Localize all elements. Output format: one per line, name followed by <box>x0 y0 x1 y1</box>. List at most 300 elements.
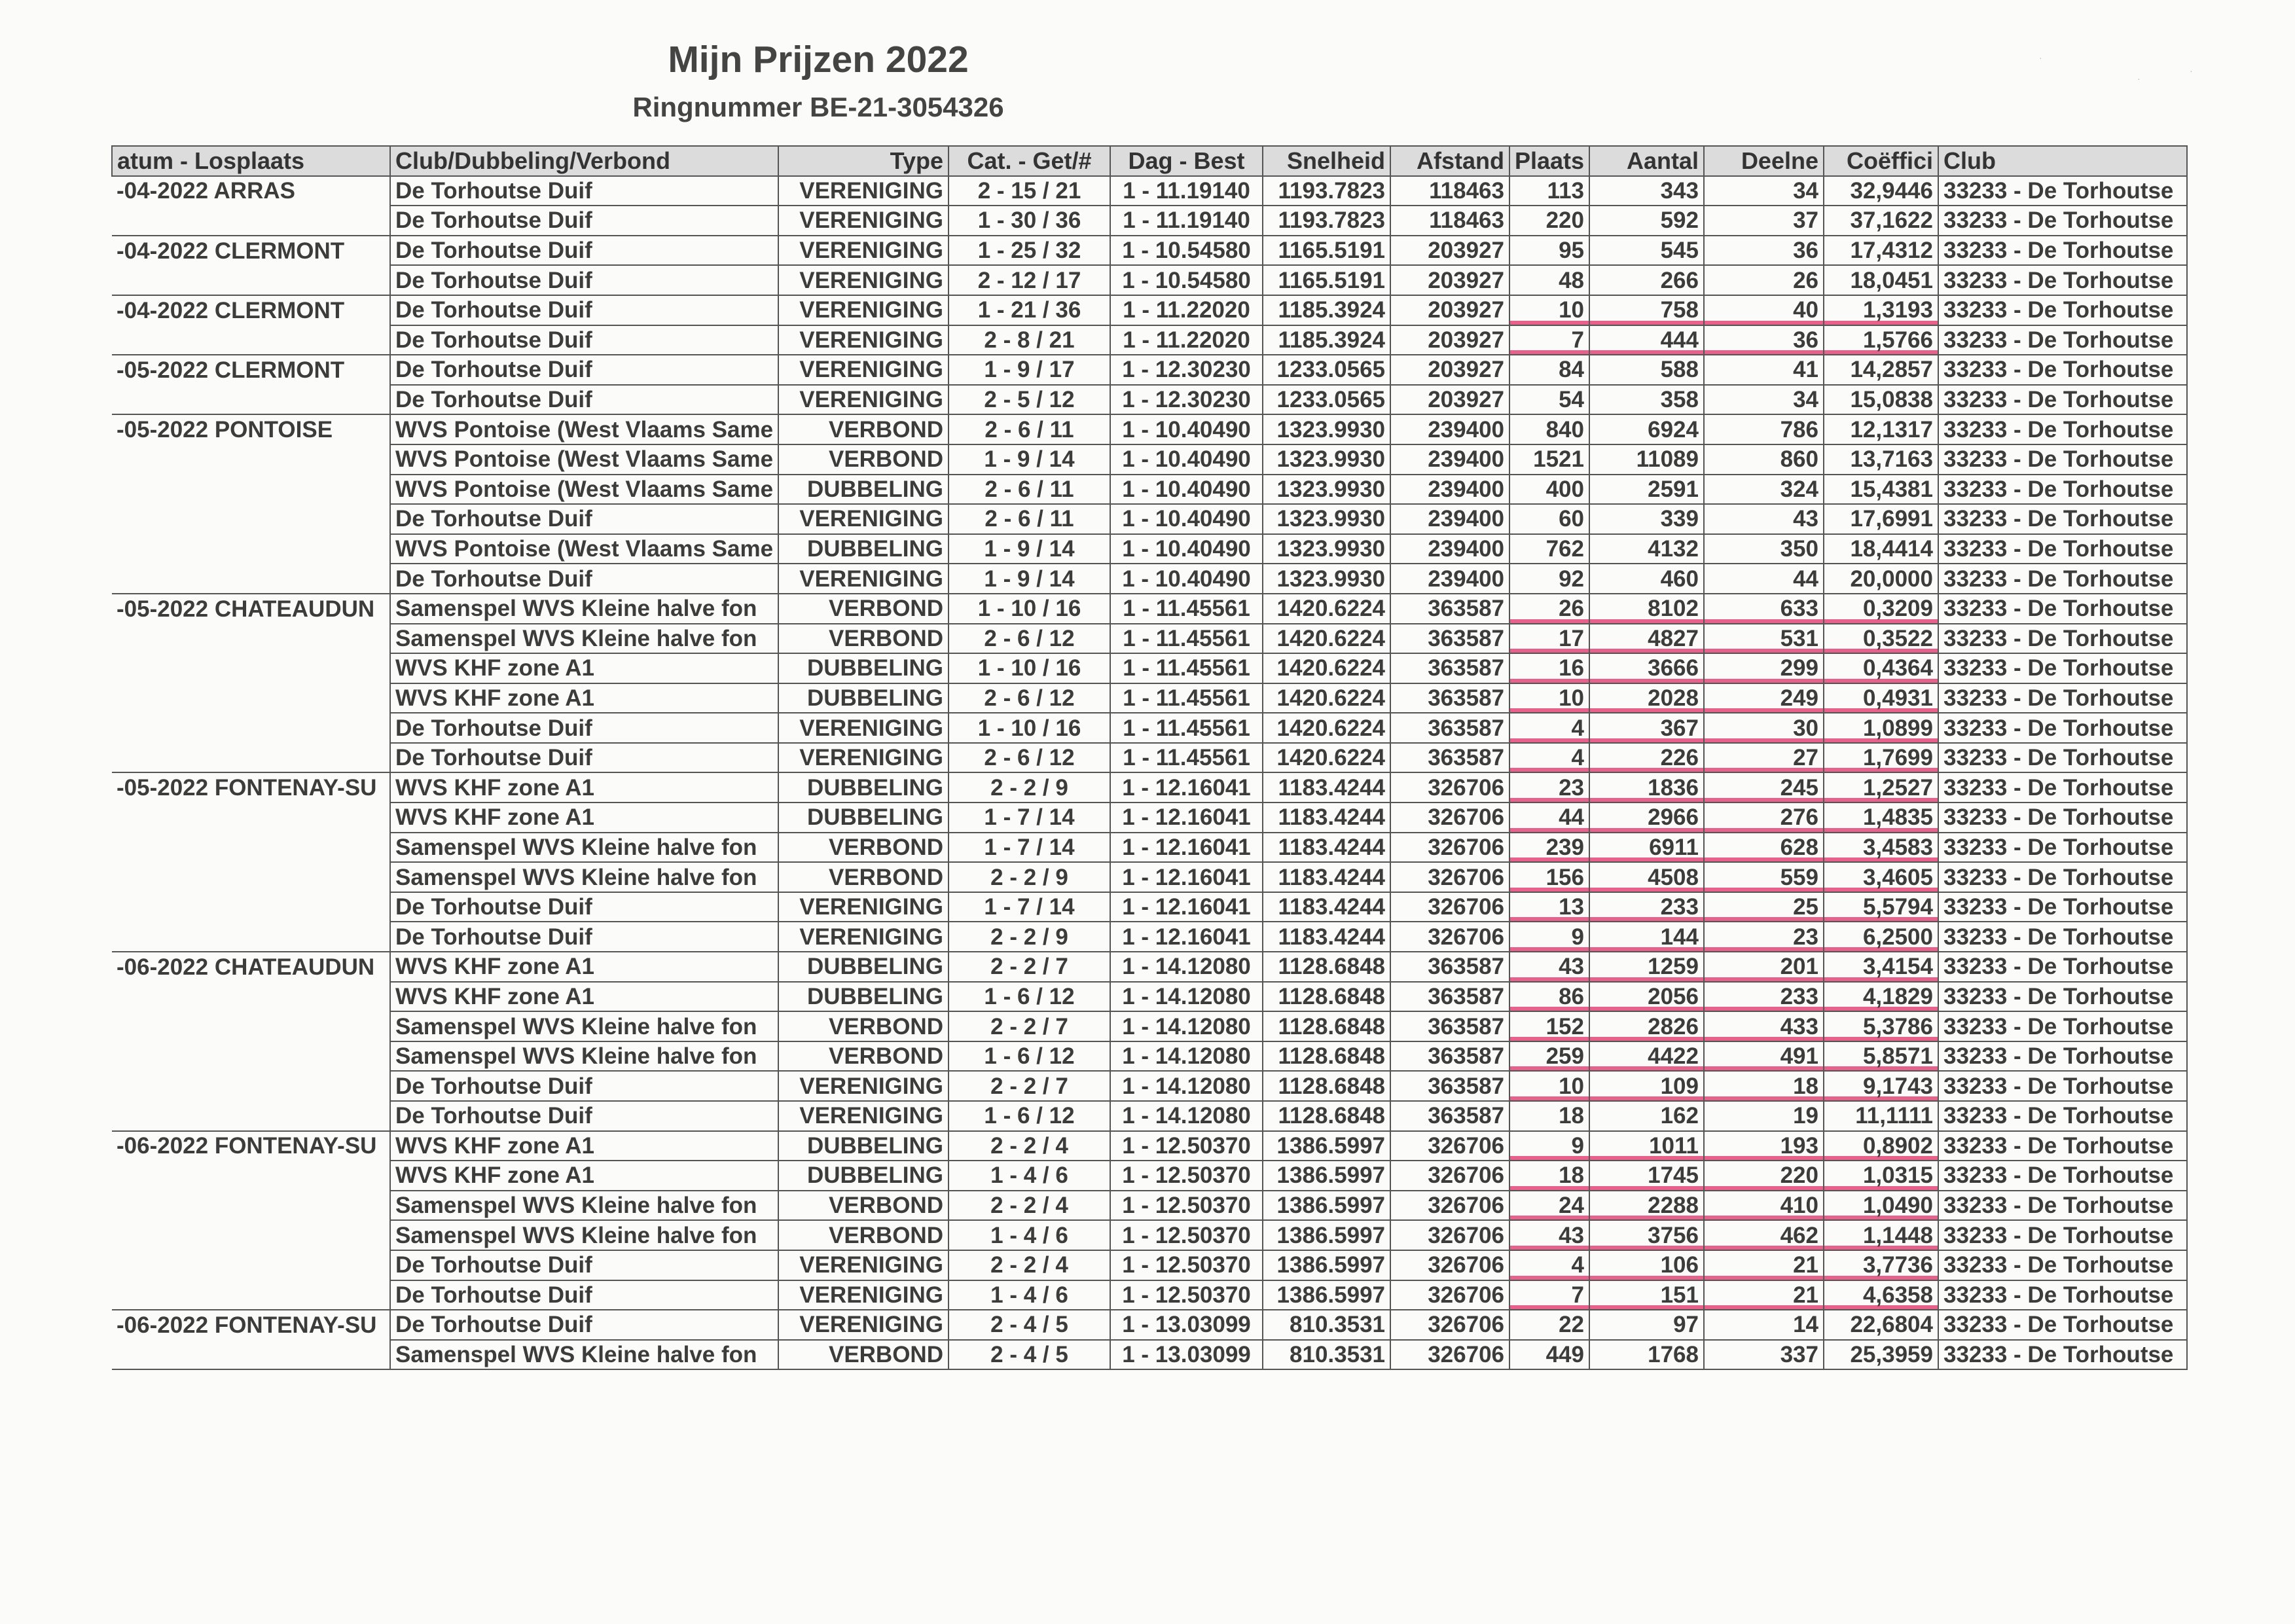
coef-cell: 18,0451 <box>1824 265 1938 295</box>
club-cell: De Torhoutse Duif <box>390 713 778 743</box>
coef-cell: 11,1111 <box>1824 1101 1938 1131</box>
type-cell: VERENIGING <box>778 743 949 773</box>
club-cell: WVS KHF zone A1 <box>390 1131 778 1161</box>
clubnr-cell: 33233 - De Torhoutse <box>1938 504 2187 534</box>
aantal-cell: 2966 <box>1589 803 1704 833</box>
plaats-cell: 4 <box>1509 1250 1589 1280</box>
coef-cell: 12,1317 <box>1824 414 1938 444</box>
dag-cell: 1 - 11.22020 <box>1110 295 1263 325</box>
aantal-cell: 97 <box>1589 1310 1704 1340</box>
col-header-cat: Cat. - Get/# <box>949 146 1110 176</box>
table-row <box>112 1161 2187 1191</box>
cat-cell: 1 - 7 / 14 <box>949 833 1110 863</box>
type-cell: DUBBELING <box>778 475 949 505</box>
aantal-cell: 4132 <box>1589 534 1704 564</box>
date-cell <box>112 265 390 295</box>
table-row <box>112 892 2187 922</box>
coef-cell: 5,3786 <box>1824 1011 1938 1041</box>
plaats-cell: 762 <box>1509 534 1589 564</box>
aantal-cell: 592 <box>1589 206 1704 236</box>
clubnr-cell: 33233 - De Torhoutse <box>1938 385 2187 415</box>
clubnr-cell: 33233 - De Torhoutse <box>1938 1071 2187 1101</box>
club-cell: WVS Pontoise (West Vlaams Same <box>390 414 778 444</box>
clubnr-cell: 33233 - De Torhoutse <box>1938 772 2187 803</box>
dag-cell: 1 - 12.50370 <box>1110 1161 1263 1191</box>
cat-cell: 1 - 9 / 17 <box>949 355 1110 385</box>
table-row <box>112 355 2187 385</box>
date-cell <box>112 1041 390 1072</box>
dag-cell: 1 - 12.30230 <box>1110 355 1263 385</box>
table-row <box>112 414 2187 444</box>
col-header-deelne: Deelne <box>1704 146 1824 176</box>
clubnr-cell: 33233 - De Torhoutse <box>1938 534 2187 564</box>
afstand-cell: 326706 <box>1390 922 1509 952</box>
aantal-cell: 1768 <box>1589 1340 1704 1370</box>
afstand-cell: 363587 <box>1390 1101 1509 1131</box>
dag-cell: 1 - 14.12080 <box>1110 1011 1263 1041</box>
table-row <box>112 295 2187 325</box>
cat-cell: 1 - 4 / 6 <box>949 1161 1110 1191</box>
type-cell: VERBOND <box>778 1191 949 1221</box>
cat-cell: 1 - 25 / 32 <box>949 236 1110 266</box>
coef-cell: 17,6991 <box>1824 504 1938 534</box>
dag-cell: 1 - 11.45561 <box>1110 683 1263 713</box>
cat-cell: 1 - 7 / 14 <box>949 803 1110 833</box>
cat-cell: 2 - 2 / 4 <box>949 1191 1110 1221</box>
afstand-cell: 363587 <box>1390 1071 1509 1101</box>
dag-cell: 1 - 14.12080 <box>1110 952 1263 982</box>
clubnr-cell: 33233 - De Torhoutse <box>1938 653 2187 683</box>
date-cell: -05-2022 FONTENAY-SU <box>112 772 390 803</box>
deelne-cell: 245 <box>1704 772 1824 803</box>
plaats-cell: 840 <box>1509 414 1589 444</box>
aantal-cell: 343 <box>1589 176 1704 206</box>
coef-cell: 1,0490 <box>1824 1191 1938 1221</box>
date-cell <box>112 803 390 833</box>
afstand-cell: 239400 <box>1390 414 1509 444</box>
table-row <box>112 1071 2187 1101</box>
cat-cell: 2 - 15 / 21 <box>949 176 1110 206</box>
plaats-cell: 84 <box>1509 355 1589 385</box>
deelne-cell: 36 <box>1704 325 1824 355</box>
dag-cell: 1 - 10.54580 <box>1110 236 1263 266</box>
afstand-cell: 239400 <box>1390 564 1509 594</box>
dag-cell: 1 - 11.19140 <box>1110 206 1263 236</box>
club-cell: De Torhoutse Duif <box>390 385 778 415</box>
deelne-cell: 249 <box>1704 683 1824 713</box>
deelne-cell: 628 <box>1704 833 1824 863</box>
club-cell: De Torhoutse Duif <box>390 325 778 355</box>
type-cell: VERBOND <box>778 1041 949 1072</box>
table-row <box>112 265 2187 295</box>
deelne-cell: 44 <box>1704 564 1824 594</box>
deelne-cell: 18 <box>1704 1071 1824 1101</box>
type-cell: DUBBELING <box>778 982 949 1012</box>
table-row <box>112 1101 2187 1131</box>
col-header-clubnr: Club <box>1938 146 2187 176</box>
cat-cell: 1 - 30 / 36 <box>949 206 1110 236</box>
plaats-cell: 4 <box>1509 743 1589 773</box>
date-cell <box>112 1191 390 1221</box>
snelheid-cell: 1420.6224 <box>1263 653 1390 683</box>
cat-cell: 1 - 9 / 14 <box>949 534 1110 564</box>
date-cell: -04-2022 ARRAS <box>112 176 390 206</box>
snelheid-cell: 1386.5997 <box>1263 1161 1390 1191</box>
cat-cell: 2 - 2 / 7 <box>949 1011 1110 1041</box>
plaats-cell: 220 <box>1509 206 1589 236</box>
date-cell: -04-2022 CLERMONT <box>112 236 390 266</box>
table-row <box>112 624 2187 654</box>
club-cell: Samenspel WVS Kleine halve fon <box>390 1191 778 1221</box>
aantal-cell: 4508 <box>1589 862 1704 892</box>
coef-cell: 5,8571 <box>1824 1041 1938 1072</box>
snelheid-cell: 1420.6224 <box>1263 713 1390 743</box>
clubnr-cell: 33233 - De Torhoutse <box>1938 743 2187 773</box>
deelne-cell: 559 <box>1704 862 1824 892</box>
cat-cell: 2 - 2 / 7 <box>949 952 1110 982</box>
club-cell: WVS Pontoise (West Vlaams Same <box>390 475 778 505</box>
aantal-cell: 2288 <box>1589 1191 1704 1221</box>
date-cell <box>112 564 390 594</box>
coef-cell: 3,4154 <box>1824 952 1938 982</box>
date-cell <box>112 1101 390 1131</box>
dag-cell: 1 - 12.50370 <box>1110 1280 1263 1310</box>
snelheid-cell: 1183.4244 <box>1263 892 1390 922</box>
scan-speck: · <box>2190 65 2193 76</box>
dag-cell: 1 - 11.45561 <box>1110 713 1263 743</box>
snelheid-cell: 1420.6224 <box>1263 743 1390 773</box>
table-row <box>112 922 2187 952</box>
date-cell: -06-2022 FONTENAY-SU <box>112 1131 390 1161</box>
aantal-cell: 2028 <box>1589 683 1704 713</box>
afstand-cell: 363587 <box>1390 624 1509 654</box>
table-row <box>112 206 2187 236</box>
table-row <box>112 504 2187 534</box>
deelne-cell: 43 <box>1704 504 1824 534</box>
deelne-cell: 193 <box>1704 1131 1824 1161</box>
club-cell: De Torhoutse Duif <box>390 1071 778 1101</box>
date-cell <box>112 833 390 863</box>
plaats-cell: 156 <box>1509 862 1589 892</box>
table-row <box>112 713 2187 743</box>
table-row <box>112 1310 2187 1340</box>
club-cell: Samenspel WVS Kleine halve fon <box>390 1340 778 1370</box>
clubnr-cell: 33233 - De Torhoutse <box>1938 624 2187 654</box>
coef-cell: 1,1448 <box>1824 1220 1938 1250</box>
plaats-cell: 152 <box>1509 1011 1589 1041</box>
table-row <box>112 1191 2187 1221</box>
clubnr-cell: 33233 - De Torhoutse <box>1938 355 2187 385</box>
aantal-cell: 1836 <box>1589 772 1704 803</box>
afstand-cell: 239400 <box>1390 504 1509 534</box>
type-cell: DUBBELING <box>778 683 949 713</box>
dag-cell: 1 - 10.54580 <box>1110 265 1263 295</box>
clubnr-cell: 33233 - De Torhoutse <box>1938 1310 2187 1340</box>
coef-cell: 3,4583 <box>1824 833 1938 863</box>
col-header-afstand: Afstand <box>1390 146 1509 176</box>
snelheid-cell: 1386.5997 <box>1263 1250 1390 1280</box>
coef-cell: 1,0315 <box>1824 1161 1938 1191</box>
afstand-cell: 326706 <box>1390 803 1509 833</box>
table-row <box>112 1340 2187 1370</box>
snelheid-cell: 1323.9930 <box>1263 564 1390 594</box>
plaats-cell: 400 <box>1509 475 1589 505</box>
plaats-cell: 449 <box>1509 1340 1589 1370</box>
club-cell: Samenspel WVS Kleine halve fon <box>390 833 778 863</box>
table-body <box>112 176 2187 1370</box>
dag-cell: 1 - 11.45561 <box>1110 743 1263 773</box>
plaats-cell: 54 <box>1509 385 1589 415</box>
clubnr-cell: 33233 - De Torhoutse <box>1938 683 2187 713</box>
coef-cell: 37,1622 <box>1824 206 1938 236</box>
date-cell <box>112 534 390 564</box>
coef-cell: 9,1743 <box>1824 1071 1938 1101</box>
type-cell: VERENIGING <box>778 1101 949 1131</box>
clubnr-cell: 33233 - De Torhoutse <box>1938 414 2187 444</box>
snelheid-cell: 1420.6224 <box>1263 624 1390 654</box>
table-row <box>112 594 2187 624</box>
aantal-cell: 545 <box>1589 236 1704 266</box>
club-cell: De Torhoutse Duif <box>390 743 778 773</box>
snelheid-cell: 1323.9930 <box>1263 475 1390 505</box>
club-cell: De Torhoutse Duif <box>390 295 778 325</box>
date-cell <box>112 862 390 892</box>
snelheid-cell: 1128.6848 <box>1263 1041 1390 1072</box>
deelne-cell: 19 <box>1704 1101 1824 1131</box>
page-title: Mijn Prijzen 2022 <box>668 39 969 81</box>
aantal-cell: 1259 <box>1589 952 1704 982</box>
plaats-cell: 10 <box>1509 1071 1589 1101</box>
clubnr-cell: 33233 - De Torhoutse <box>1938 325 2187 355</box>
clubnr-cell: 33233 - De Torhoutse <box>1938 444 2187 475</box>
aantal-cell: 3666 <box>1589 653 1704 683</box>
type-cell: VERENIGING <box>778 1280 949 1310</box>
deelne-cell: 14 <box>1704 1310 1824 1340</box>
type-cell: DUBBELING <box>778 653 949 683</box>
dag-cell: 1 - 10.40490 <box>1110 564 1263 594</box>
cat-cell: 2 - 6 / 12 <box>949 624 1110 654</box>
snelheid-cell: 1128.6848 <box>1263 1071 1390 1101</box>
plaats-cell: 17 <box>1509 624 1589 654</box>
aantal-cell: 367 <box>1589 713 1704 743</box>
date-cell <box>112 1011 390 1041</box>
coef-cell: 15,0838 <box>1824 385 1938 415</box>
afstand-cell: 203927 <box>1390 265 1509 295</box>
clubnr-cell: 33233 - De Torhoutse <box>1938 1101 2187 1131</box>
type-cell: VERENIGING <box>778 922 949 952</box>
cat-cell: 1 - 10 / 16 <box>949 594 1110 624</box>
plaats-cell: 7 <box>1509 1280 1589 1310</box>
clubnr-cell: 33233 - De Torhoutse <box>1938 833 2187 863</box>
deelne-cell: 34 <box>1704 176 1824 206</box>
plaats-cell: 113 <box>1509 176 1589 206</box>
club-cell: WVS KHF zone A1 <box>390 653 778 683</box>
clubnr-cell: 33233 - De Torhoutse <box>1938 922 2187 952</box>
plaats-cell: 1521 <box>1509 444 1589 475</box>
cat-cell: 1 - 21 / 36 <box>949 295 1110 325</box>
deelne-cell: 30 <box>1704 713 1824 743</box>
clubnr-cell: 33233 - De Torhoutse <box>1938 1220 2187 1250</box>
clubnr-cell: 33233 - De Torhoutse <box>1938 1011 2187 1041</box>
dag-cell: 1 - 11.45561 <box>1110 594 1263 624</box>
dag-cell: 1 - 10.40490 <box>1110 475 1263 505</box>
aantal-cell: 1011 <box>1589 1131 1704 1161</box>
date-cell <box>112 1340 390 1370</box>
coef-cell: 14,2857 <box>1824 355 1938 385</box>
aantal-cell: 1745 <box>1589 1161 1704 1191</box>
plaats-cell: 95 <box>1509 236 1589 266</box>
table-row <box>112 653 2187 683</box>
date-cell <box>112 1280 390 1310</box>
date-cell <box>112 1071 390 1101</box>
snelheid-cell: 810.3531 <box>1263 1340 1390 1370</box>
dag-cell: 1 - 11.19140 <box>1110 176 1263 206</box>
afstand-cell: 326706 <box>1390 1280 1509 1310</box>
coef-cell: 1,2527 <box>1824 772 1938 803</box>
aantal-cell: 226 <box>1589 743 1704 773</box>
table-row <box>112 444 2187 475</box>
table-row <box>112 564 2187 594</box>
club-cell: Samenspel WVS Kleine halve fon <box>390 1041 778 1072</box>
clubnr-cell: 33233 - De Torhoutse <box>1938 295 2187 325</box>
plaats-cell: 13 <box>1509 892 1589 922</box>
club-cell: WVS KHF zone A1 <box>390 1161 778 1191</box>
cat-cell: 2 - 2 / 9 <box>949 772 1110 803</box>
coef-cell: 3,4605 <box>1824 862 1938 892</box>
snelheid-cell: 1193.7823 <box>1263 176 1390 206</box>
table-row <box>112 743 2187 773</box>
plaats-cell: 44 <box>1509 803 1589 833</box>
plaats-cell: 7 <box>1509 325 1589 355</box>
dag-cell: 1 - 12.16041 <box>1110 862 1263 892</box>
type-cell: VERBOND <box>778 1340 949 1370</box>
snelheid-cell: 1183.4244 <box>1263 803 1390 833</box>
cat-cell: 2 - 2 / 4 <box>949 1131 1110 1161</box>
cat-cell: 2 - 12 / 17 <box>949 265 1110 295</box>
date-cell: -06-2022 FONTENAY-SU <box>112 1310 390 1340</box>
afstand-cell: 326706 <box>1390 1250 1509 1280</box>
cat-cell: 1 - 10 / 16 <box>949 653 1110 683</box>
dag-cell: 1 - 10.40490 <box>1110 414 1263 444</box>
coef-cell: 1,7699 <box>1824 743 1938 773</box>
club-cell: Samenspel WVS Kleine halve fon <box>390 1011 778 1041</box>
deelne-cell: 220 <box>1704 1161 1824 1191</box>
clubnr-cell: 33233 - De Torhoutse <box>1938 1250 2187 1280</box>
deelne-cell: 25 <box>1704 892 1824 922</box>
clubnr-cell: 33233 - De Torhoutse <box>1938 564 2187 594</box>
dag-cell: 1 - 12.50370 <box>1110 1250 1263 1280</box>
club-cell: WVS KHF zone A1 <box>390 803 778 833</box>
type-cell: VERENIGING <box>778 295 949 325</box>
snelheid-cell: 1128.6848 <box>1263 982 1390 1012</box>
snelheid-cell: 1185.3924 <box>1263 325 1390 355</box>
type-cell: VERBOND <box>778 414 949 444</box>
afstand-cell: 203927 <box>1390 355 1509 385</box>
snelheid-cell: 1183.4244 <box>1263 772 1390 803</box>
aantal-cell: 6924 <box>1589 414 1704 444</box>
type-cell: VERENIGING <box>778 176 949 206</box>
type-cell: DUBBELING <box>778 772 949 803</box>
club-cell: De Torhoutse Duif <box>390 922 778 952</box>
type-cell: VERENIGING <box>778 1250 949 1280</box>
aantal-cell: 588 <box>1589 355 1704 385</box>
type-cell: VERBOND <box>778 444 949 475</box>
club-cell: De Torhoutse Duif <box>390 892 778 922</box>
coef-cell: 22,6804 <box>1824 1310 1938 1340</box>
plaats-cell: 48 <box>1509 265 1589 295</box>
club-cell: De Torhoutse Duif <box>390 1280 778 1310</box>
prizes-table-wrapper <box>111 145 2186 1370</box>
date-cell <box>112 504 390 534</box>
cat-cell: 2 - 2 / 9 <box>949 862 1110 892</box>
plaats-cell: 239 <box>1509 833 1589 863</box>
deelne-cell: 21 <box>1704 1280 1824 1310</box>
deelne-cell: 201 <box>1704 952 1824 982</box>
type-cell: VERENIGING <box>778 1071 949 1101</box>
dag-cell: 1 - 12.50370 <box>1110 1220 1263 1250</box>
club-cell: De Torhoutse Duif <box>390 265 778 295</box>
deelne-cell: 410 <box>1704 1191 1824 1221</box>
coef-cell: 5,5794 <box>1824 892 1938 922</box>
club-cell: Samenspel WVS Kleine halve fon <box>390 1220 778 1250</box>
deelne-cell: 299 <box>1704 653 1824 683</box>
dag-cell: 1 - 11.45561 <box>1110 653 1263 683</box>
dag-cell: 1 - 12.16041 <box>1110 772 1263 803</box>
plaats-cell: 10 <box>1509 683 1589 713</box>
date-cell <box>112 206 390 236</box>
aantal-cell: 109 <box>1589 1071 1704 1101</box>
afstand-cell: 203927 <box>1390 385 1509 415</box>
deelne-cell: 37 <box>1704 206 1824 236</box>
aantal-cell: 144 <box>1589 922 1704 952</box>
date-cell: -05-2022 CLERMONT <box>112 355 390 385</box>
dag-cell: 1 - 11.45561 <box>1110 624 1263 654</box>
club-cell: De Torhoutse Duif <box>390 355 778 385</box>
coef-cell: 0,8902 <box>1824 1131 1938 1161</box>
plaats-cell: 60 <box>1509 504 1589 534</box>
clubnr-cell: 33233 - De Torhoutse <box>1938 892 2187 922</box>
date-cell <box>112 982 390 1012</box>
table-row <box>112 1131 2187 1161</box>
deelne-cell: 491 <box>1704 1041 1824 1072</box>
aantal-cell: 233 <box>1589 892 1704 922</box>
deelne-cell: 860 <box>1704 444 1824 475</box>
afstand-cell: 363587 <box>1390 713 1509 743</box>
afstand-cell: 363587 <box>1390 683 1509 713</box>
afstand-cell: 363587 <box>1390 594 1509 624</box>
club-cell: Samenspel WVS Kleine halve fon <box>390 862 778 892</box>
table-row <box>112 1220 2187 1250</box>
plaats-cell: 10 <box>1509 295 1589 325</box>
plaats-cell: 23 <box>1509 772 1589 803</box>
dag-cell: 1 - 12.16041 <box>1110 922 1263 952</box>
dag-cell: 1 - 13.03099 <box>1110 1340 1263 1370</box>
aantal-cell: 339 <box>1589 504 1704 534</box>
table-row <box>112 772 2187 803</box>
snelheid-cell: 1233.0565 <box>1263 355 1390 385</box>
snelheid-cell: 1185.3924 <box>1263 295 1390 325</box>
coef-cell: 17,4312 <box>1824 236 1938 266</box>
table-row <box>112 176 2187 206</box>
plaats-cell: 9 <box>1509 1131 1589 1161</box>
club-cell: De Torhoutse Duif <box>390 236 778 266</box>
clubnr-cell: 33233 - De Torhoutse <box>1938 1161 2187 1191</box>
coef-cell: 18,4414 <box>1824 534 1938 564</box>
clubnr-cell: 33233 - De Torhoutse <box>1938 982 2187 1012</box>
club-cell: Samenspel WVS Kleine halve fon <box>390 594 778 624</box>
coef-cell: 4,1829 <box>1824 982 1938 1012</box>
dag-cell: 1 - 14.12080 <box>1110 1041 1263 1072</box>
